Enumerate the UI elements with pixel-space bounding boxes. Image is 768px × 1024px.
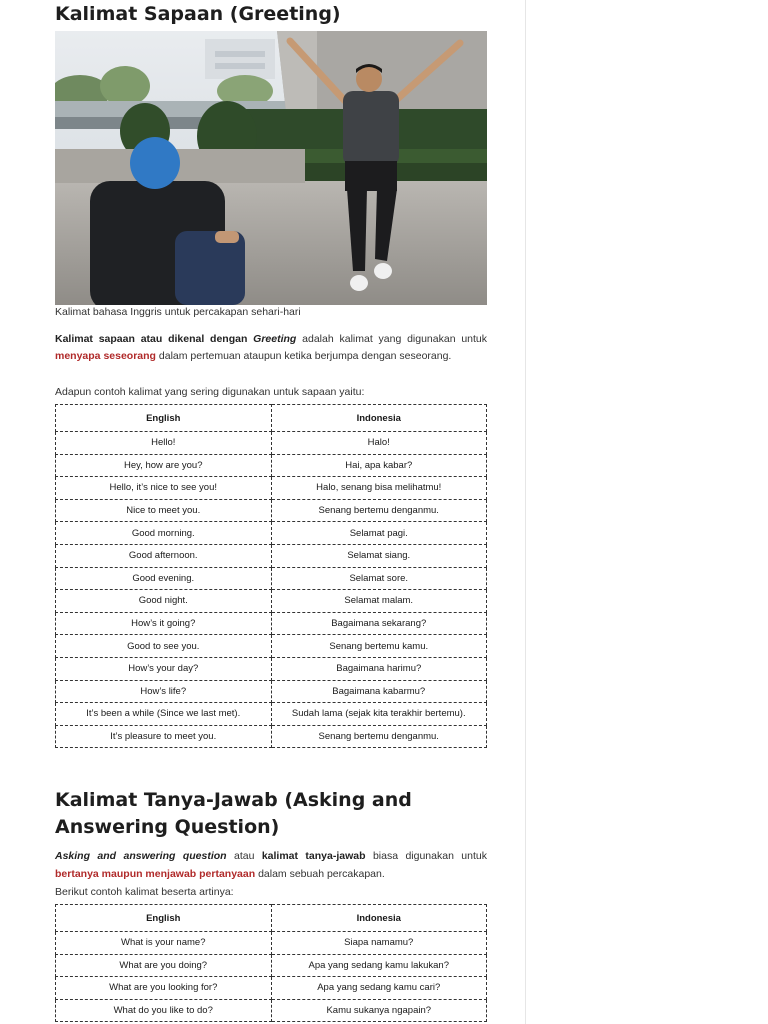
table-row — [56, 612, 487, 635]
table-row — [56, 977, 487, 1000]
indonesia-cell: Senang bertemu denganmu. — [271, 725, 487, 748]
greeting-lead: Adapun contoh kalimat yang sering digunakan untuk sapaan yaitu: — [55, 386, 365, 398]
greeting-photo — [55, 31, 487, 305]
table-row — [56, 703, 487, 726]
english-cell: Good to see you. — [56, 635, 272, 658]
table-row — [56, 522, 487, 545]
indonesia-cell: Selamat sore. — [271, 567, 487, 590]
table-row — [56, 635, 487, 658]
column-header-indonesia: Indonesia — [271, 405, 487, 432]
table-row — [56, 725, 487, 748]
table-row — [56, 432, 487, 455]
english-cell: Hello! — [56, 432, 272, 455]
table-row — [56, 657, 487, 680]
english-cell: What are you doing? — [56, 954, 272, 977]
table-row — [56, 954, 487, 977]
column-header-english: English — [56, 905, 272, 932]
indonesia-cell: Apa yang sedang kamu cari? — [271, 977, 487, 1000]
link-menyapa-seseorang[interactable]: menyapa seseorang — [55, 350, 156, 362]
english-cell: It’s been a while (Since we last met). — [56, 703, 272, 726]
indonesia-cell: Siapa namamu? — [271, 932, 487, 955]
english-cell: What do you like to do? — [56, 999, 272, 1022]
indonesia-cell: Senang bertemu denganmu. — [271, 499, 487, 522]
indonesia-cell: Sudah lama (sejak kita terakhir bertemu). — [271, 703, 487, 726]
greeting-intro-text-2: dalam pertemuan ataupun ketika berjumpa dengan seseorang. — [158, 350, 452, 362]
table-row — [56, 999, 487, 1022]
link-bertanya-maupun-menjawab[interactable]: bertanya maupun menjawab pertanyaan — [55, 867, 256, 880]
section-heading-greeting: Kalimat Sapaan (Greeting) — [55, 3, 341, 25]
indonesia-cell: Selamat malam. — [271, 590, 487, 613]
qa-term: Asking and answering question — [55, 850, 227, 862]
section-heading-qa: Kalimat Tanya-Jawab (Asking and Answering Question) — [55, 789, 412, 838]
english-cell: What are you looking for? — [56, 977, 272, 1000]
greeting-term: Greeting — [253, 333, 297, 345]
qa-intro-text-2: biasa digunakan untuk — [372, 850, 487, 862]
english-cell: Hello, it’s nice to see you! — [56, 477, 272, 500]
english-cell: Good night. — [56, 590, 272, 613]
qa-lead: Berikut contoh kalimat beserta artinya: — [55, 886, 234, 898]
english-cell: How’s your day? — [56, 657, 272, 680]
greeting-table — [55, 404, 487, 748]
table-header-row — [56, 905, 487, 932]
greeting-intro-paragraph — [55, 331, 487, 365]
photo-caption: Kalimat bahasa Inggris untuk percakapan sehari-hari — [55, 306, 301, 318]
indonesia-cell: Bagaimana sekarang? — [271, 612, 487, 635]
table-row — [56, 544, 487, 567]
english-cell: Good afternoon. — [56, 544, 272, 567]
english-cell: Good evening. — [56, 567, 272, 590]
table-row — [56, 499, 487, 522]
english-cell: What is your name? — [56, 932, 272, 955]
qa-intro-text-3: dalam sebuah percakapan. — [258, 867, 385, 880]
english-cell: Nice to meet you. — [56, 499, 272, 522]
indonesia-cell: Senang bertemu kamu. — [271, 635, 487, 658]
qa-intro-text: atau — [233, 850, 255, 862]
qa-table — [55, 904, 487, 1022]
indonesia-cell: Halo, senang bisa melihatmu! — [271, 477, 487, 500]
column-header-english: English — [56, 405, 272, 432]
indonesia-cell: Halo! — [271, 432, 487, 455]
indonesia-cell: Hai, apa kabar? — [271, 454, 487, 477]
column-header-indonesia: Indonesia — [271, 905, 487, 932]
indonesia-cell: Selamat siang. — [271, 544, 487, 567]
table-row — [56, 590, 487, 613]
greeting-intro-bold: Kalimat sapaan atau dikenal dengan — [55, 333, 248, 345]
qa-intro-paragraph — [55, 848, 487, 883]
greeting-intro-text: adalah kalimat yang digunakan untuk — [302, 333, 488, 345]
table-row — [56, 567, 487, 590]
english-cell: Hey, how are you? — [56, 454, 272, 477]
english-cell: Good morning. — [56, 522, 272, 545]
english-cell: How’s it going? — [56, 612, 272, 635]
indonesia-cell: Selamat pagi. — [271, 522, 487, 545]
qa-intro-bold: kalimat tanya-jawab — [261, 850, 366, 862]
table-header-row — [56, 405, 487, 432]
indonesia-cell: Bagaimana kabarmu? — [271, 680, 487, 703]
indonesia-cell: Apa yang sedang kamu lakukan? — [271, 954, 487, 977]
indonesia-cell: Bagaimana harimu? — [271, 657, 487, 680]
table-row — [56, 680, 487, 703]
english-cell: How’s life? — [56, 680, 272, 703]
table-row — [56, 477, 487, 500]
table-row — [56, 454, 487, 477]
table-row — [56, 932, 487, 955]
indonesia-cell: Kamu sukanya ngapain? — [271, 999, 487, 1022]
english-cell: It’s pleasure to meet you. — [56, 725, 272, 748]
